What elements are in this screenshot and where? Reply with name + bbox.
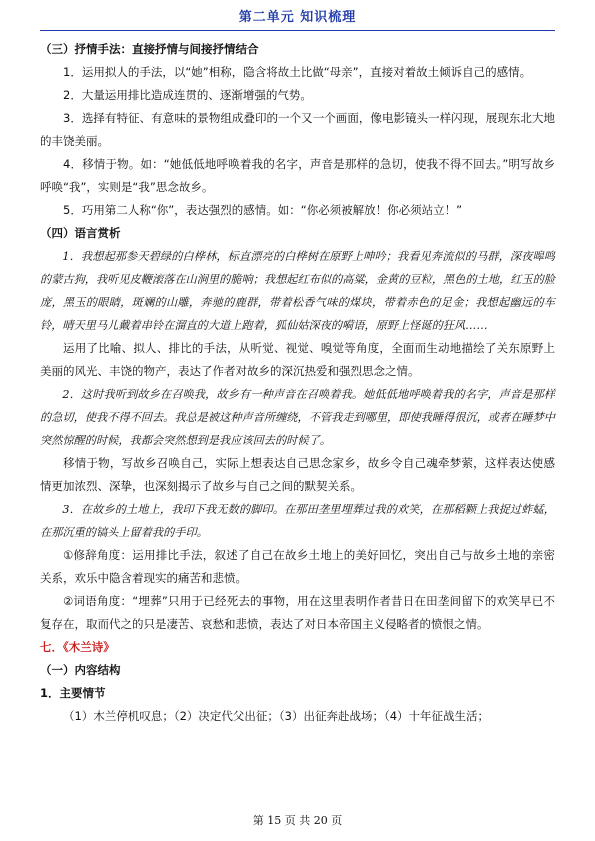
subsection-heading-plot: 1．主要情节 — [40, 686, 106, 700]
analysis-3-wording: ②词语角度：“埋葬”只用于已经死去的事物，用在这里表明作者昔日在田垄间留下的欢笑早已不复存在，取而代之的只是凄苦、哀愁和悲愤，表达了对日本帝国主义侵略者的愤恨之情。 — [40, 594, 555, 631]
lyric-item-2: 2．大量运用排比造成连贯的、逐渐增强的气势。 — [63, 88, 312, 102]
section-heading-lyric-technique: （三）抒情手法：直接抒情与间接抒情结合 — [40, 42, 259, 56]
analysis-1: 运用了比喻、拟人、排比的手法，从听觉、视觉、嗅觉等角度，全面而生动地描绘了关东原野上美丽的风光、丰饶的物产，表达了作者对故乡的深沉热爱和强烈思念之情。 — [40, 341, 555, 378]
section-heading-language-appreciation: （四）语言赏析 — [40, 226, 121, 240]
lyric-item-4: 4．移情于物。如：“她低低地呼唤着我的名字，声音是那样的急切，使我不得不回去。”明写故乡呼唤“我”，实则是“我”思念故乡。 — [40, 157, 555, 194]
plot-line: （1）木兰停机叹息；（2）决定代父出征；（3）出征奔赴战场；（4）十年征战生活； — [63, 709, 490, 723]
subsection-heading-structure: （一）内容结构 — [40, 663, 121, 677]
analysis-3-rhetoric: ①修辞角度：运用排比手法，叙述了自己在故乡土地上的美好回忆，突出自己与故乡土地的亲密关系，欢乐中隐含着现实的痛苦和悲愤。 — [40, 548, 555, 585]
lyric-item-1: 1．运用拟人的手法，以“她”相称，隐含将故土比做“母亲”，直接对着故土倾诉自己的感情。 — [63, 65, 532, 79]
quote-3: 3．在故乡的土地上，我印下我无数的脚印。在那田垄里埋葬过我的欢笑，在那稻颗上我捉过蚱蜢，在那沉重的镐头上留着我的手印。 — [40, 503, 555, 539]
lyric-item-5: 5．巧用第二人称“你”，表达强烈的感情。如：“你必须被解放！你必须站立！” — [63, 203, 463, 217]
page-number-footer: 第 15 页 共 20 页 — [252, 814, 343, 827]
header-rule — [40, 30, 555, 31]
section-heading-mulan: 七．《木兰诗》 — [40, 640, 115, 654]
quote-1: 1．我想起那参天碧绿的白桦林，标直漂亮的白桦树在原野上呻吟；我看见奔流似的马群，深夜嗥鸣的蒙古狗，我听见皮鞭滚落在山涧里的脆响；我想起红布似的高粱，金黄的豆粒，黑色的土地，红玉的脸庞，黑玉的眼睛，斑斓的山雕，奔驰的鹿群，带着松香气味的煤块，带着赤色的足金；我想起幽远的车铃，晴天里马儿戴着串铃在溜直的大道上跑着，狐仙姑深夜的嗬语，原野上怪诞的狂风…… — [40, 250, 555, 332]
page-content — [40, 38, 555, 728]
quote-2: 2．这时我听到故乡在召唤我，故乡有一种声音在召唤着我。她低低地呼唤着我的名字，声音是那样的急切，使我不得不回去。我总是被这种声音所缠绕，不管我走到哪里，即使我睡得很沉，或者在睡梦中突然惊醒的时候，我都会突然想到是我应该回去的时候了。 — [40, 388, 555, 447]
analysis-2: 移情于物，写故乡召唤自己，实际上想表达自己思念家乡，故乡令自己魂牵梦萦，这样表达使感情更加浓烈、深挚，也深刻揭示了故乡与自己之间的默契关系。 — [40, 456, 555, 493]
page-header-title: 第二单元 知识梳理 — [238, 10, 357, 25]
lyric-item-3: 3．选择有特征、有意味的景物组成叠印的一个又一个画面，像电影镜头一样闪现，展现东北大地的丰饶美丽。 — [40, 111, 555, 148]
